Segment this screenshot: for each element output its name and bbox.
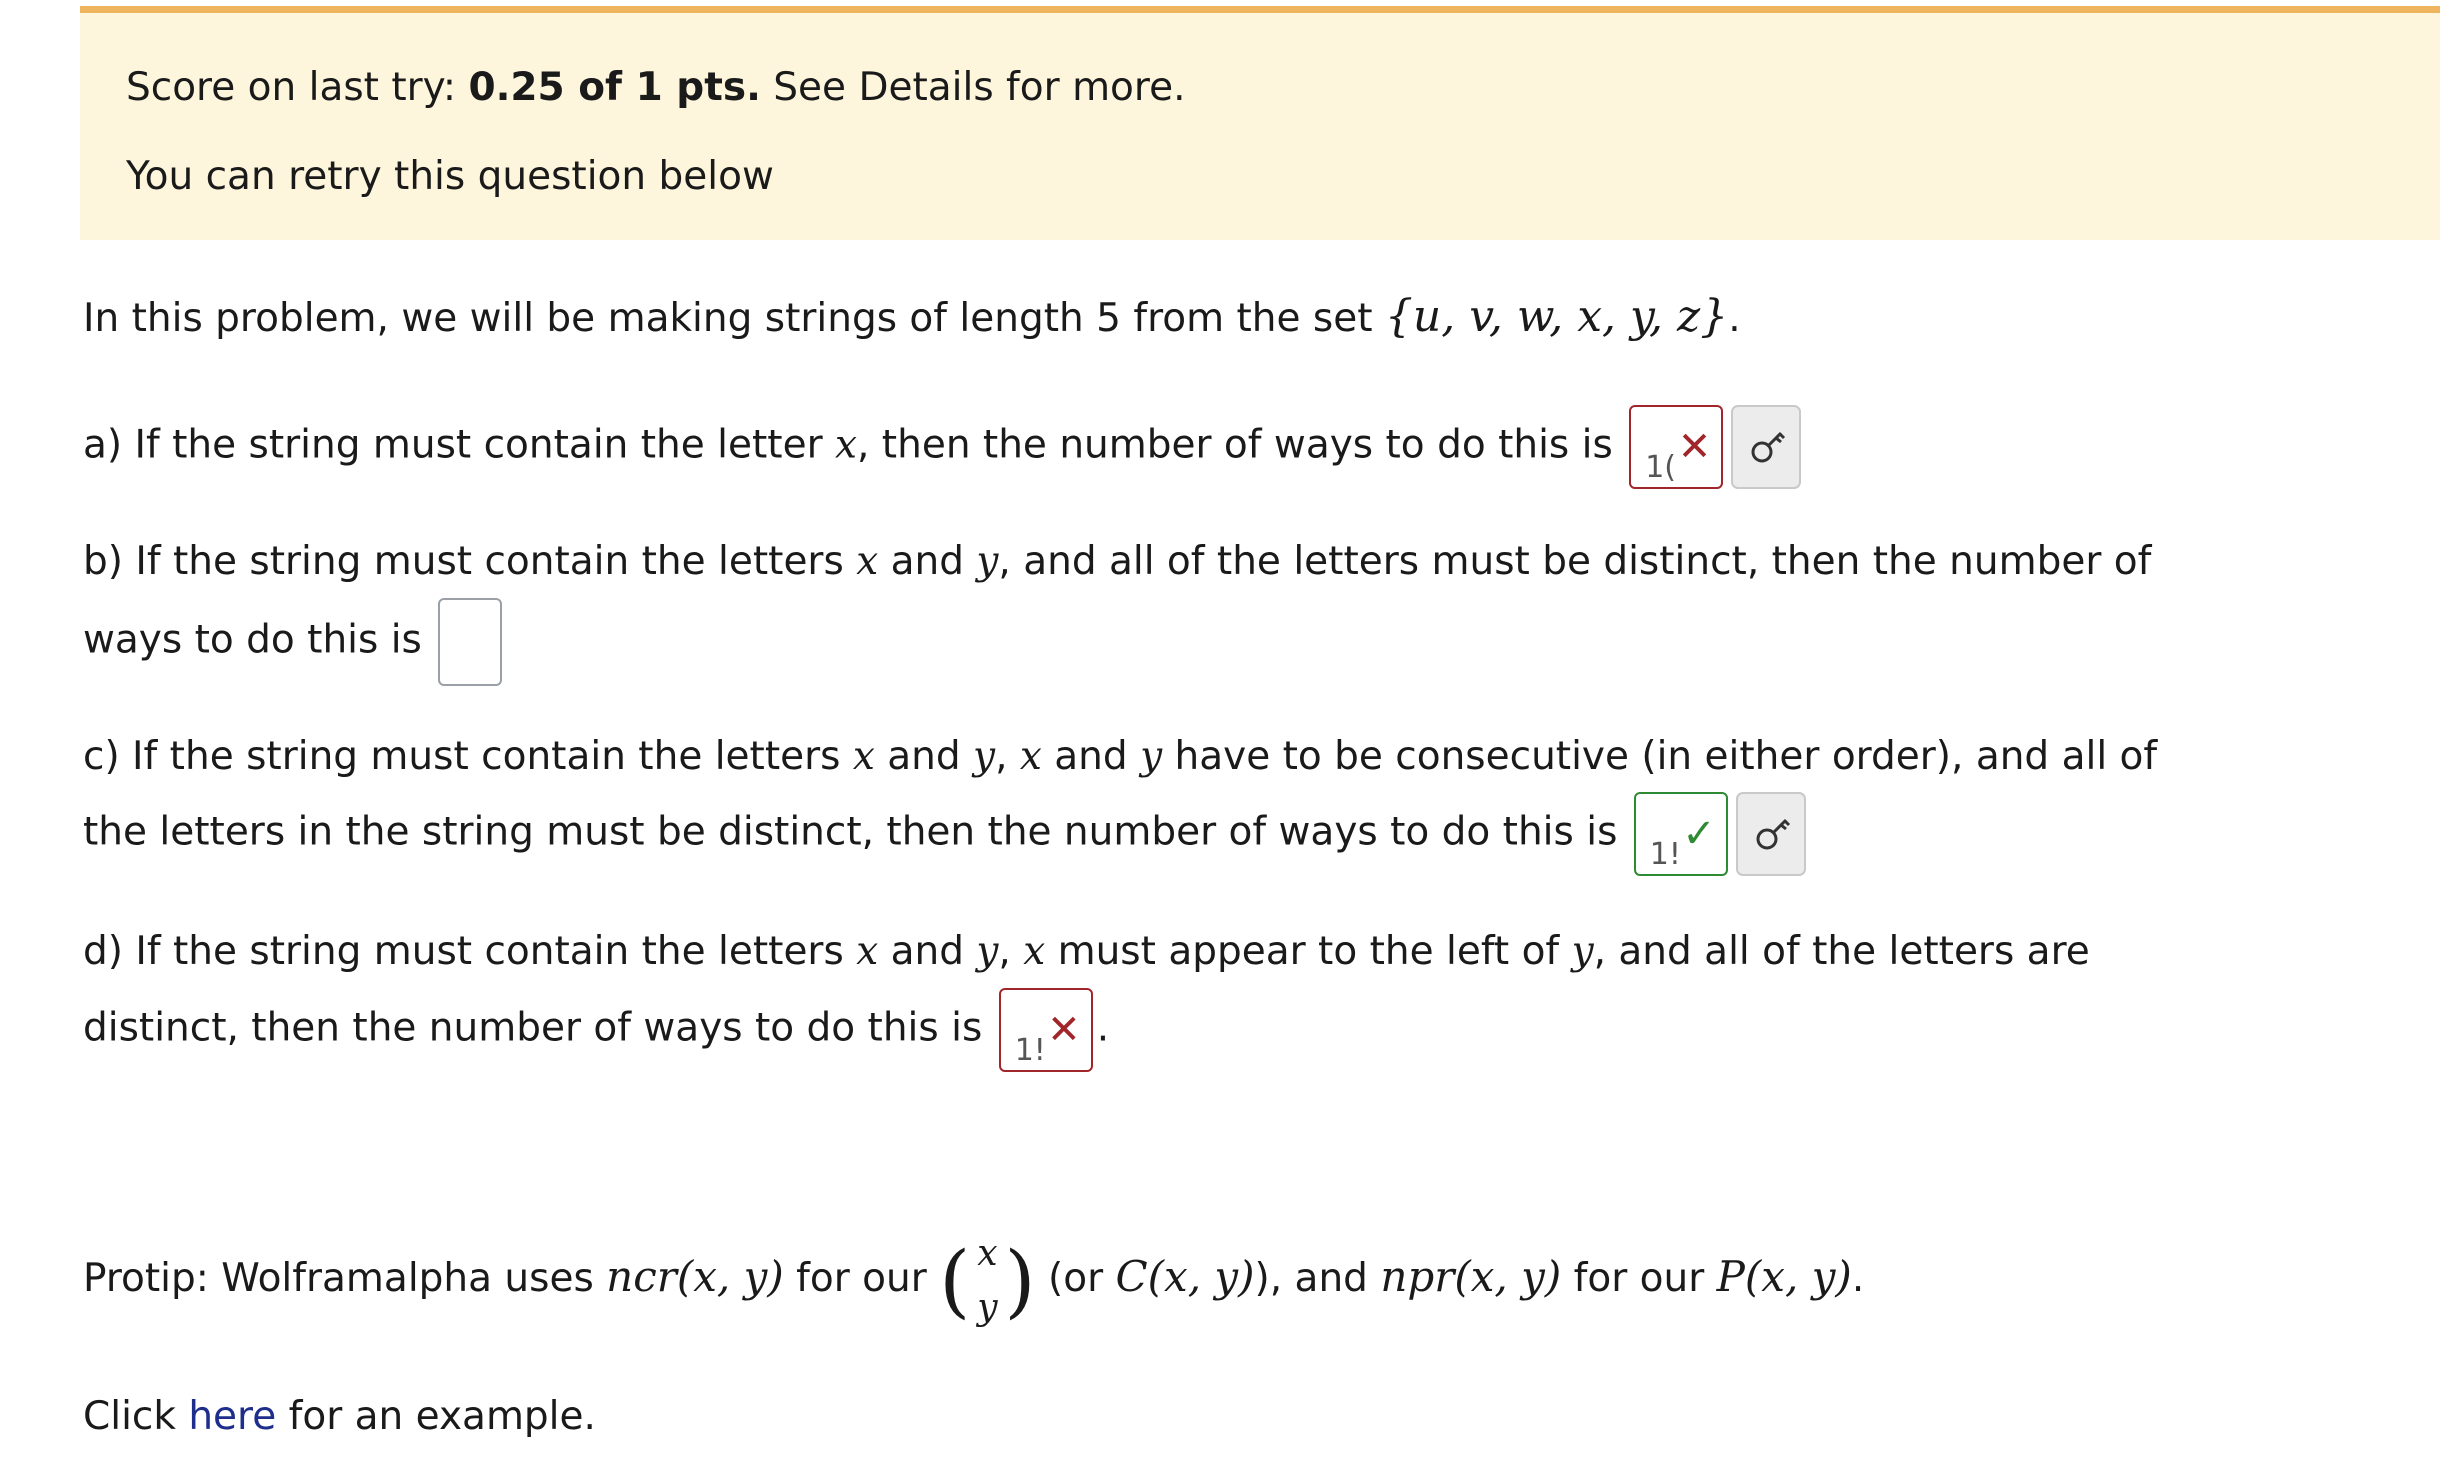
part-b-text-3: ways to do this is — [83, 617, 422, 663]
score-prefix: Score on last try: — [126, 65, 469, 110]
and-text: and — [878, 929, 977, 974]
score-line — [126, 65, 1186, 110]
part-c-text-3: the letters in the string must be distinct, then the number of ways to do this is — [83, 809, 1618, 855]
left-paren: ( — [939, 1233, 971, 1327]
retry-text: You can retry this question below — [126, 154, 774, 199]
example-prefix: Click — [83, 1394, 189, 1439]
and-text: and — [874, 734, 974, 779]
var-y: y — [1140, 734, 1163, 779]
part-d-text-3: , and all of the letters are — [1593, 929, 2090, 974]
part-b-answer-input[interactable] — [438, 598, 502, 686]
and-text: and — [1041, 734, 1141, 779]
score-suffix: See Details for more. — [760, 65, 1186, 110]
var-x: x — [835, 422, 858, 468]
part-c-line-2 — [83, 792, 1806, 876]
part-b — [83, 525, 2151, 598]
protip — [83, 1207, 1864, 1349]
key-icon — [1754, 814, 1792, 854]
part-a — [83, 405, 1801, 489]
problem-intro — [83, 280, 1741, 355]
binomial-top: x — [977, 1232, 998, 1274]
part-a-answer-value: 1( — [1645, 450, 1676, 485]
binomial-body — [970, 1227, 1004, 1335]
part-a-key-button[interactable] — [1731, 405, 1801, 489]
part-d-text-4: distinct, then the number of ways to do this is — [83, 1005, 983, 1051]
comma: , — [998, 929, 1024, 974]
part-a-answer-input[interactable] — [1629, 405, 1723, 489]
part-d-line-2 — [83, 988, 1109, 1072]
part-a-text-2: , then the number of ways to do this is — [857, 422, 1613, 468]
and-text: and — [878, 539, 977, 584]
protip-label: Protip: Wolframalpha uses — [83, 1256, 607, 1301]
binomial-bottom: y — [977, 1286, 998, 1328]
part-c — [83, 720, 2157, 793]
correct-icon: ✓ — [1682, 811, 1716, 857]
incorrect-icon: ✕ — [1677, 424, 1712, 470]
for-our-text: for our — [1561, 1256, 1717, 1301]
intro-end: . — [1728, 296, 1741, 341]
comma: , — [995, 734, 1020, 779]
part-d-answer-value: 1! — [1014, 1033, 1046, 1068]
example-line — [83, 1380, 596, 1453]
part-b-line-2 — [83, 598, 506, 686]
var-x: x — [852, 734, 875, 779]
period: . — [1851, 1256, 1865, 1301]
part-b-text: b) If the string must contain the letters — [83, 539, 857, 584]
var-x: x — [1019, 734, 1042, 779]
npr-formula: npr(x, y) — [1380, 1252, 1562, 1301]
close-text: ), and — [1254, 1256, 1381, 1301]
part-b-text-2: , and all of the letters must be distinct, then the number of — [998, 539, 2152, 584]
part-c-answer-input[interactable] — [1634, 792, 1728, 876]
right-paren: ) — [1004, 1233, 1036, 1327]
var-x: x — [856, 929, 879, 974]
part-c-answer-value: 1! — [1649, 837, 1681, 872]
period: . — [1096, 1005, 1110, 1051]
example-link[interactable]: here — [188, 1394, 277, 1439]
letter-set: {u, v, w, x, y, z} — [1384, 291, 1729, 342]
part-c-text: c) If the string must contain the letters — [83, 734, 853, 779]
var-y: y — [1571, 929, 1594, 974]
binomial — [939, 1232, 1036, 1328]
var-x: x — [1023, 929, 1046, 974]
score-banner — [80, 6, 2440, 240]
var-y: y — [973, 734, 996, 779]
part-d — [83, 915, 2090, 988]
incorrect-icon: ✕ — [1047, 1007, 1081, 1053]
or-text: (or — [1035, 1256, 1116, 1301]
part-c-text-2: have to be consecutive (in either order), and all of — [1162, 734, 2158, 779]
intro-text: In this problem, we will be making strings of length 5 from the set — [83, 296, 1385, 341]
part-a-text: a) If the string must contain the letter — [83, 422, 836, 468]
key-icon — [1749, 427, 1787, 467]
part-d-answer-input[interactable] — [999, 988, 1093, 1072]
ncr-formula: ncr(x, y) — [606, 1252, 784, 1301]
part-c-key-button[interactable] — [1736, 792, 1806, 876]
var-y: y — [976, 539, 999, 584]
var-y: y — [976, 929, 999, 974]
var-x: x — [856, 539, 879, 584]
example-suffix: for an example. — [276, 1394, 596, 1439]
c-formula: C(x, y) — [1115, 1252, 1255, 1301]
part-d-text: d) If the string must contain the letters — [83, 929, 857, 974]
for-our-text: for our — [783, 1256, 940, 1301]
score-value: 0.25 of 1 pts. — [468, 65, 761, 110]
p-formula: P(x, y) — [1716, 1252, 1852, 1301]
part-d-text-2: must appear to the left of — [1045, 929, 1572, 974]
